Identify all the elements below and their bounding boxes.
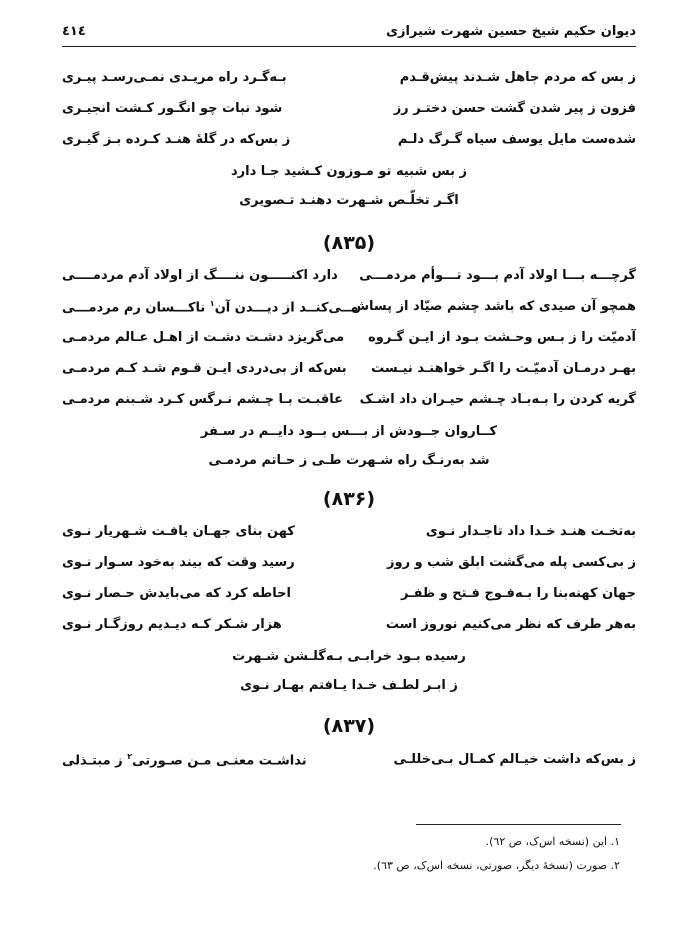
poem-837-couplets — [62, 746, 636, 777]
closing-line: اگـر تخلّـص شـهرت دهنـد تـصویری — [239, 193, 459, 208]
couplet — [62, 324, 636, 355]
hemistich-text: ز مبتـذلی — [62, 753, 128, 769]
hemistich-second: بس‌که از بی‌دردی ایـن قـوم شـد کـم مردمـی — [62, 361, 347, 376]
closing-line: ز ابـر لطـف خـدا یـافتم بهـار نـوی — [240, 678, 458, 693]
hemistich-text: نداشـت معنـی مـن صـورتی — [132, 753, 307, 769]
poem-number: (۸۳۷) — [322, 715, 376, 737]
hemistich-second: بـه‌گـرد راه مریـدی نمـی‌رسـد پیـری — [62, 70, 287, 85]
hemistich-second: ز بس‌که در گلهٔ هنـد کـرده بـز گیـری — [62, 132, 291, 147]
couplet — [62, 549, 636, 580]
couplet — [62, 355, 636, 386]
couplet — [62, 126, 636, 157]
hemistich-second: عاقبـت بـا چـشم نـرگس کـرد شـبنم مردمـی — [62, 392, 343, 407]
hemistich-second — [62, 752, 307, 768]
hemistich-first: گریه کردن را بـه‌بـاد چـشم حیـران داد اشـک — [359, 392, 636, 407]
couplet — [62, 746, 636, 777]
footnotes — [373, 830, 620, 878]
hemistich-first: فزون ز پیر شدن گشت حسن دختـر رز — [393, 101, 636, 116]
top-closing-couplet — [0, 157, 698, 215]
hemistich-text: مــی‌کنــد از دیـــدن آن — [214, 300, 359, 316]
poem-number: (۸۳۶) — [322, 488, 376, 510]
footnote: ١. این (نسخه اس‌ک، ص ٦٢). — [485, 835, 620, 848]
poem-number: (۸۳۵) — [322, 232, 376, 254]
couplet — [62, 518, 636, 549]
closing-line: ز بس شبیه تو مـوزون کـشید جـا دارد — [230, 164, 468, 179]
footnote-ref: ٢ — [127, 752, 133, 761]
hemistich-second: می‌گریزد دشـت دشـت از اهـل عـالم مردمـی — [62, 330, 345, 345]
hemistich-second: شود نبات چو انگـور کـشت انجیـری — [62, 101, 283, 116]
hemistich-first: جهان کهنه‌بنا را بـه‌فـوج فـتح و ظفـر — [401, 586, 636, 601]
hemistich-second: احاطه کرد که می‌بایدش حـصار نـوی — [62, 586, 291, 601]
couplet — [62, 262, 636, 293]
footnote: ٢. صورت (نسخهٔ دیگر، صورتی، نسخه اس‌ک، ص ٦٣). — [373, 859, 620, 872]
book-title: دیوان حکیم شیخ حسین شهرت شیرازی — [386, 24, 636, 39]
hemistich-second: رسید وقت که بیند به‌خود سـوار نـوی — [62, 555, 295, 570]
top-couplets — [62, 64, 636, 157]
hemistich-first: ز بی‌کسی پله می‌گشت ابلق شب و روز — [387, 555, 636, 570]
hemistich-first: به‌هر طرف که نظر می‌کنیم نوروز است — [385, 617, 636, 632]
poem-835-closing — [0, 417, 698, 475]
hemistich-second: دارد اکنـــــون ننــــگ از اولاد آدم مردمــــی — [62, 268, 338, 283]
poem-835-couplets — [62, 262, 636, 417]
hemistich-first: شده‌ست مایل یوسف سیاه گـرگ دلـم — [397, 132, 636, 147]
couplet — [62, 611, 636, 642]
closing-line: کــاروان جــودش از بـــس بــود دایــم در سـفر — [200, 424, 498, 439]
closing-line: شد به‌رنـگ راه شـهرت طـی ز حـاتم مردمـی — [208, 453, 490, 468]
page-number: ٤١٤ — [62, 24, 86, 39]
hemistich-first: آدمیّت را ز بـس وحـشت بـود از ایـن گـروه — [368, 330, 636, 345]
hemistich-text: ناکـــسان رم مردمـــی — [62, 300, 210, 316]
running-header — [62, 18, 636, 47]
hemistich-first: بهـر درمـان آدمیّـت را اگـر خواهنـد نیـست — [371, 361, 636, 376]
hemistich-first: ز بس که مردم جاهل شـدند پیش‌قـدم — [399, 70, 636, 85]
hemistich-second — [62, 299, 359, 315]
poem-836-closing — [0, 642, 698, 700]
couplet — [62, 580, 636, 611]
hemistich-first: گرچـــه بـــا اولاد آدم بـــود تـــوأم مردمـــی — [359, 268, 636, 283]
couplet — [62, 386, 636, 417]
hemistich-first: ز بس‌که داشت خیـالم کمـال بـی‌خللـی — [393, 752, 636, 767]
hemistich-first: همچو آن صیدی که باشد چشم صیّاد از پساش — [351, 299, 636, 314]
couplet — [62, 95, 636, 126]
closing-line: رسیده بـود خرابـی بـه‌گلـشن شـهرت — [232, 649, 466, 664]
poem-836-couplets — [62, 518, 636, 642]
hemistich-second: هزار شـکر کـه دیـدیم روزگـار نـوی — [62, 617, 282, 632]
couplet — [62, 293, 636, 324]
hemistich-first: به‌تخـت هنـد خـدا داد تاجـدار نـوی — [425, 524, 636, 539]
hemistich-second: کهن بنای جهـان یافـت شـهریار نـوی — [62, 524, 295, 539]
footnote-divider — [416, 824, 621, 825]
footnote-ref: ١ — [209, 299, 215, 308]
couplet — [62, 64, 636, 95]
